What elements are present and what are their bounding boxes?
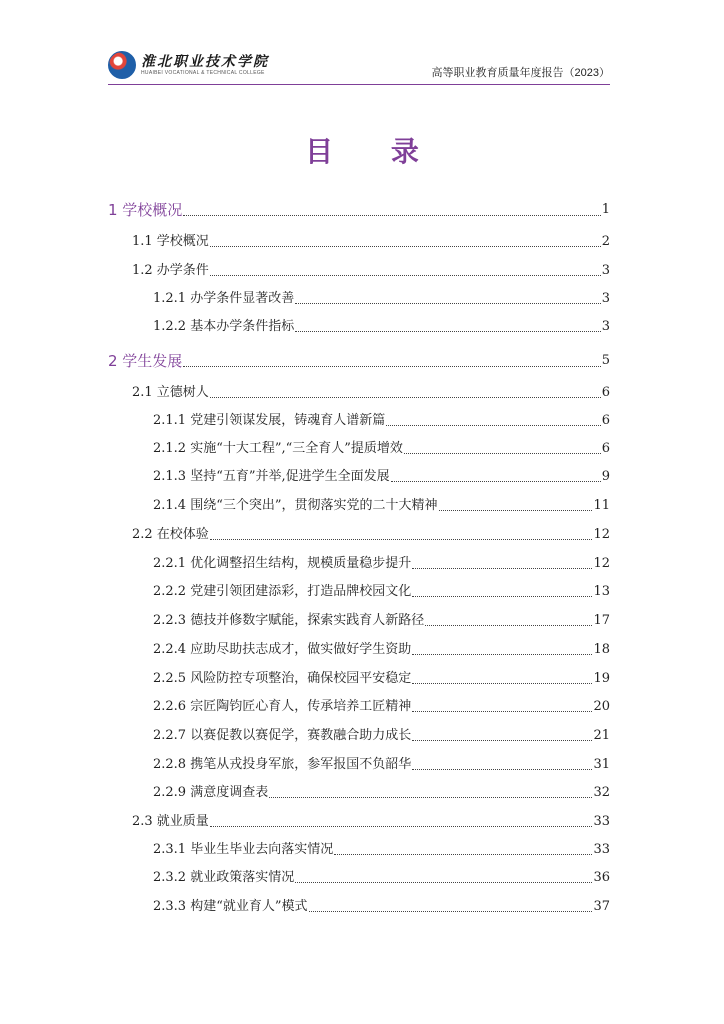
toc-entry-2-1-2[interactable] (153, 441, 610, 457)
leader-dots (425, 625, 592, 626)
toc-entry-2-2-7[interactable] (153, 728, 610, 744)
toc-entry-label: 2.2.1 优化调整招生结构，规模质量稳步提升 (153, 556, 412, 571)
toc-entry-page: 12 (593, 527, 610, 542)
school-name-en: HUAIBEI VOCATIONAL & TECHNICAL COLLEGE (141, 69, 265, 76)
toc-entry-page: 32 (593, 785, 610, 800)
leader-dots (295, 331, 601, 332)
leader-dots (404, 453, 601, 454)
toc-entry-label: 2.1 立德树人 (132, 385, 209, 400)
page-header (108, 46, 610, 84)
leader-dots (412, 711, 592, 712)
toc-entry-page: 5 (601, 353, 610, 368)
leader-dots (210, 539, 593, 540)
toc-entry-page: 6 (601, 385, 610, 400)
toc-entry-label: 2.2.5 风险防控专项整治，确保校园平安稳定 (153, 671, 412, 686)
toc-entry-page: 1 (601, 202, 610, 217)
toc-entry-2-3-1[interactable] (153, 842, 610, 858)
toc-entry-2-2-1[interactable] (153, 556, 610, 572)
toc-entry-2-2-2[interactable] (153, 584, 610, 600)
leader-dots (295, 882, 592, 883)
school-logo (108, 50, 269, 80)
toc-entry-label: 2 学生发展 (108, 352, 183, 370)
toc-entry-label: 1.1 学校概况 (132, 234, 209, 249)
toc-entry-1-2-2[interactable] (153, 319, 610, 335)
toc-entry-page: 20 (593, 699, 610, 714)
leader-dots (210, 246, 601, 247)
toc-entry-page: 2 (601, 234, 610, 249)
toc-entry-label: 2.1.3 坚持“五育”并举,促进学生全面发展 (153, 469, 390, 484)
toc-entry-2-2-9[interactable] (153, 785, 610, 801)
toc-entry-2[interactable] (108, 352, 610, 370)
toc-entry-label: 1 学校概况 (108, 201, 183, 219)
toc-entry-page: 9 (601, 469, 610, 484)
toc-entry-page: 33 (593, 814, 610, 829)
leader-dots (412, 654, 592, 655)
toc-entry-2-2-5[interactable] (153, 671, 610, 687)
toc-entry-label: 2.1.4 围绕“三个突出”，贯彻落实党的二十大精神 (153, 498, 438, 513)
leader-dots (412, 740, 592, 741)
toc-entry-2-3-3[interactable] (153, 899, 610, 915)
leader-dots (183, 366, 600, 367)
toc-entry-label: 2.2.6 宗匠陶钧匠心育人，传承培养工匠精神 (153, 699, 412, 714)
toc-entry-page: 37 (593, 899, 610, 914)
toc-entry-page: 13 (593, 584, 610, 599)
toc-entry-page: 12 (593, 556, 610, 571)
toc-entry-2-2-4[interactable] (153, 642, 610, 658)
toc-entry-label: 1.2.2 基本办学条件指标 (153, 319, 295, 334)
toc-entry-page: 11 (593, 498, 610, 513)
toc-entry-label: 2.3 就业质量 (132, 814, 209, 829)
toc-entry-label: 2.1.2 实施“十大工程”,“三全育人”提质增效 (153, 441, 403, 456)
toc-entry-2-3-2[interactable] (153, 870, 610, 886)
toc-entry-label: 2.3.2 就业政策落实情况 (153, 870, 295, 885)
leader-dots (295, 303, 601, 304)
leader-dots (412, 769, 592, 770)
leader-dots (391, 481, 601, 482)
toc-entry-2-3[interactable] (132, 814, 610, 830)
leader-dots (412, 596, 592, 597)
toc-entry-page: 33 (593, 842, 610, 857)
toc-entry-label: 1.2.1 办学条件显著改善 (153, 291, 295, 306)
toc-entry-label: 2.2.2 党建引领团建添彩，打造品牌校园文化 (153, 584, 412, 599)
toc-entry-label: 2.1.1 党建引领谋发展，铸魂育人谱新篇 (153, 413, 386, 428)
toc-entry-1-1[interactable] (132, 234, 610, 250)
school-emblem-icon (108, 51, 136, 79)
toc-entry-1-2[interactable] (132, 263, 610, 279)
toc-entry-page: 3 (601, 319, 610, 334)
toc-entry-2-1-1[interactable] (153, 413, 610, 429)
toc-entry-page: 6 (601, 413, 610, 428)
leader-dots (386, 425, 601, 426)
toc-entry-label: 2.2.4 应助尽助扶志成才，做实做好学生资助 (153, 642, 412, 657)
leader-dots (210, 826, 593, 827)
toc-entry-label: 2.2.9 满意度调查表 (153, 785, 269, 800)
toc-entry-label: 2.2.8 携笔从戎投身军旅，参军报国不负韶华 (153, 757, 412, 772)
toc-entry-page: 19 (593, 671, 610, 686)
toc-entry-2-2-3[interactable] (153, 613, 610, 629)
toc-entry-1-2-1[interactable] (153, 291, 610, 307)
leader-dots (309, 911, 593, 912)
leader-dots (269, 797, 592, 798)
leader-dots (210, 275, 601, 276)
toc-entry-1[interactable] (108, 201, 610, 219)
leader-dots (210, 397, 601, 398)
toc-entry-2-2[interactable] (132, 527, 610, 543)
toc-entry-label: 2.2.7 以赛促教以赛促学，赛教融合助力成长 (153, 728, 412, 743)
toc-entry-label: 2.3.3 构建“就业育人”模式 (153, 899, 308, 914)
toc-entry-page: 3 (601, 291, 610, 306)
toc-entry-page: 17 (593, 613, 610, 628)
school-name-cn: 淮北职业技术学院 (141, 53, 269, 70)
report-title: 高等职业教育质量年度报告（2023） (431, 67, 610, 79)
toc-entry-label: 2.2.3 德技并修数字赋能，探索实践育人新路径 (153, 613, 425, 628)
toc-entry-2-2-8[interactable] (153, 757, 610, 773)
toc-entry-2-1-3[interactable] (153, 469, 610, 485)
header-divider (108, 84, 610, 85)
toc-entry-label: 1.2 办学条件 (132, 263, 209, 278)
leader-dots (183, 215, 600, 216)
toc-entry-label: 2.2 在校体验 (132, 527, 209, 542)
toc-entry-page: 18 (593, 642, 610, 657)
toc-title: 目 录 (305, 135, 443, 168)
toc-entry-page: 3 (601, 263, 610, 278)
toc-entry-2-2-6[interactable] (153, 699, 610, 715)
toc-entry-page: 6 (601, 441, 610, 456)
toc-entry-2-1[interactable] (132, 385, 610, 401)
leader-dots (412, 683, 592, 684)
leader-dots (334, 854, 592, 855)
toc-entry-page: 21 (593, 728, 610, 743)
leader-dots (412, 568, 592, 569)
toc-entry-label: 2.3.1 毕业生毕业去向落实情况 (153, 842, 334, 857)
leader-dots (439, 510, 593, 511)
toc-entry-2-1-4[interactable] (153, 498, 610, 514)
toc-entry-page: 31 (593, 757, 610, 772)
toc-entry-page: 36 (593, 870, 610, 885)
